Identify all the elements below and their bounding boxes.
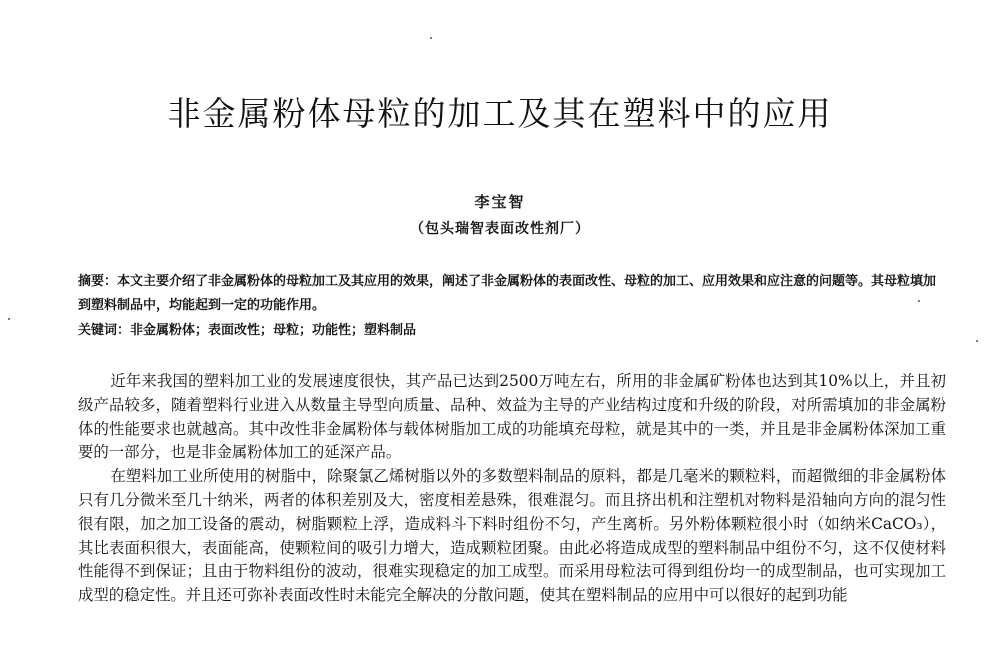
abstract [78, 270, 938, 318]
abstract-text: 本文主要介绍了非金属粉体的母粒加工及其应用的效果，阐述了非金属粉体的表面改性、母粒的加工、应用效果和应注意的问题等。其母粒填加到塑料制品中，均能起到一定的功能作用。 [78, 274, 937, 313]
scan-speck [976, 340, 978, 342]
author-affiliation: （包头瑞智表面改性剂厂） [410, 221, 590, 237]
scan-speck [8, 318, 10, 320]
paper-title: 非金属粉体母粒的加工及其在塑料中的应用 [167, 94, 833, 133]
body-text [78, 370, 946, 608]
scan-speck [430, 37, 432, 39]
keywords-text: 非金属粉体；表面改性；母粒；功能性；塑料制品 [130, 323, 417, 338]
body-paragraph-1: 近年来我国的塑料加工业的发展速度很快，其产品已达到2500万吨左右，所用的非金属矿粉体也达到其10%以上，并且初级产品较多，随着塑料行业进入从数量主导型向质量、品种、效益为主导的产业结构过度和升级的阶段，对所需填加的非金属粉体的性能要求也就越高。其中改性非金属粉体与载体树脂加工成的功能填充母粒，就是其中的一类，并且是非金属粉体深加工重要的一部分，也是非金属粉体加工的延深产品。 [78, 372, 946, 462]
keywords-label: 关键词： [78, 323, 131, 338]
body-paragraph-2: 在塑料加工业所使用的树脂中，除聚氯乙烯树脂以外的多数塑料制品的原料，都是几毫米的颗粒料，而超微细的非金属粉体只有几分微米至几十纳米，两者的体积差别及大，密度相差悬殊，很难混匀。而且挤出机和注塑机对物料是沿轴向方向的混匀性很有限，加之加工设备的震动，树脂颗粒上浮，造成料斗下料时组份不匀，产生离析。另外粉体颗粒很小时（如纳米CaCO₃），其比表面积很大，表面能高，使颗粒间的吸引力增大，造成颗粒团聚。由此必将造成成型的塑料制品中组份不匀，这不仅使材料性能得不到保证；且由于物料组份的波动，很难实现稳定的加工成型。而采用母粒法可得到组份均一的成型制品，也可实现加工成型的稳定性。并且还可弥补表面改性时未能完全解决的分散问题，使其在塑料制品的应用中可以很好的起到功能 [78, 467, 946, 605]
abstract-label: 摘要： [78, 274, 118, 289]
keywords [78, 319, 938, 343]
author-name: 李宝智 [474, 193, 526, 211]
